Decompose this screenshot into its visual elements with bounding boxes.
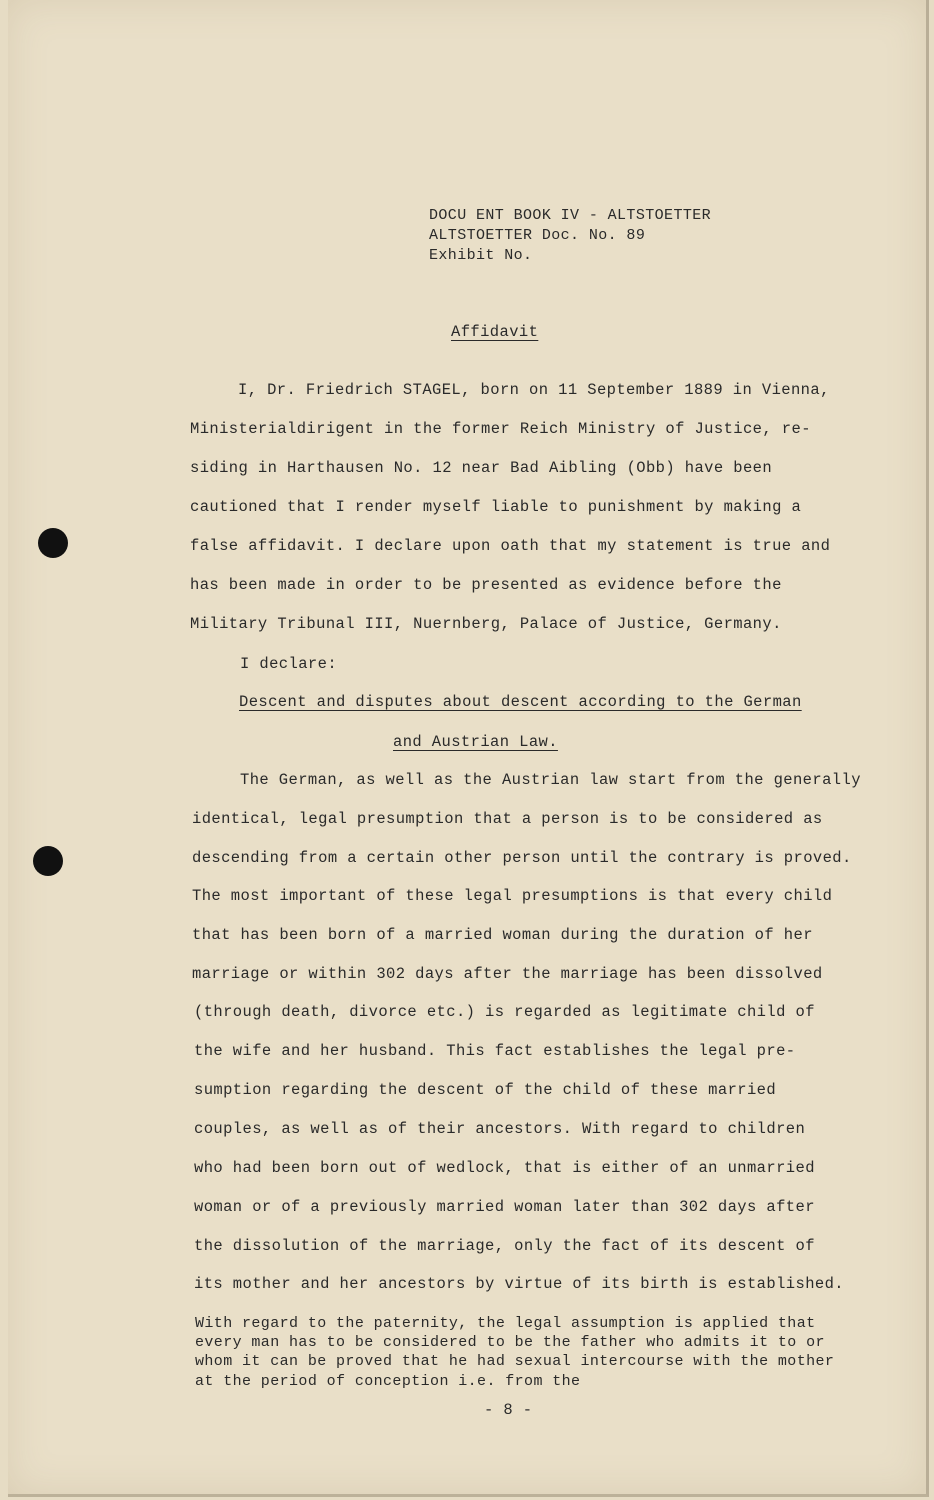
text-line: sumption regarding the descent of the child of these married [194,1081,777,1099]
text-line: the wife and her husband. This fact establishes the legal pre- [194,1042,796,1060]
document-title: Affidavit [451,323,539,341]
text-line: Military Tribunal III, Nuernberg, Palace of Justice, Germany. [190,615,782,633]
page-number: - 8 - [484,1401,533,1419]
text-line: at the period of conception i.e. from the [195,1373,581,1390]
section-heading-line2: and Austrian Law. [393,733,558,751]
section-heading-line1: Descent and disputes about descent according to the German [239,693,802,711]
header-doc-number: ALTSTOETTER Doc. No. 89 [429,227,646,244]
text-line: every man has to be considered to be the father who admits it to or [195,1334,825,1351]
text-line: The German, as well as the Austrian law start from the generally [240,771,861,789]
punch-hole-bottom [33,846,63,876]
header-exhibit: Exhibit No. [429,247,533,264]
text-line: has been made in order to be presented as evidence before the [190,576,782,594]
text-line: I, Dr. Friedrich STAGEL, born on 11 September 1889 in Vienna, [238,381,830,399]
text-line: false affidavit. I declare upon oath that my statement is true and [190,537,831,555]
text-line: that has been born of a married woman during the duration of her [192,926,813,944]
text-line: woman or of a previously married woman later than 302 days after [194,1198,815,1216]
text-line: With regard to the paternity, the legal assumption is applied that [195,1315,816,1332]
text-line: whom it can be proved that he had sexual intercourse with the mother [195,1353,835,1370]
text-line: identical, legal presumption that a person is to be considered as [192,810,823,828]
text-line: The most important of these legal presumptions is that every child [192,887,833,905]
text-line: Ministerialdirigent in the former Reich Ministry of Justice, re- [190,420,811,438]
header-document-book: DOCU ENT BOOK IV - ALTSTOETTER [429,207,712,224]
text-line: cautioned that I render myself liable to punishment by making a [190,498,802,516]
text-line: descending from a certain other person until the contrary is proved. [192,849,852,867]
text-line: couples, as well as of their ancestors. With regard to children [194,1120,806,1138]
declare-line: I declare: [240,655,338,673]
text-line: who had been born out of wedlock, that is either of an unmarried [194,1159,815,1177]
text-line: its mother and her ancestors by virtue of its birth is established. [194,1275,845,1293]
text-line: (through death, divorce etc.) is regarded as legitimate child of [194,1003,815,1021]
text-line: the dissolution of the marriage, only the fact of its descent of [194,1237,815,1255]
text-line: siding in Harthausen No. 12 near Bad Aibling (Obb) have been [190,459,773,477]
text-line: marriage or within 302 days after the marriage has been dissolved [192,965,823,983]
punch-hole-top [38,528,68,558]
